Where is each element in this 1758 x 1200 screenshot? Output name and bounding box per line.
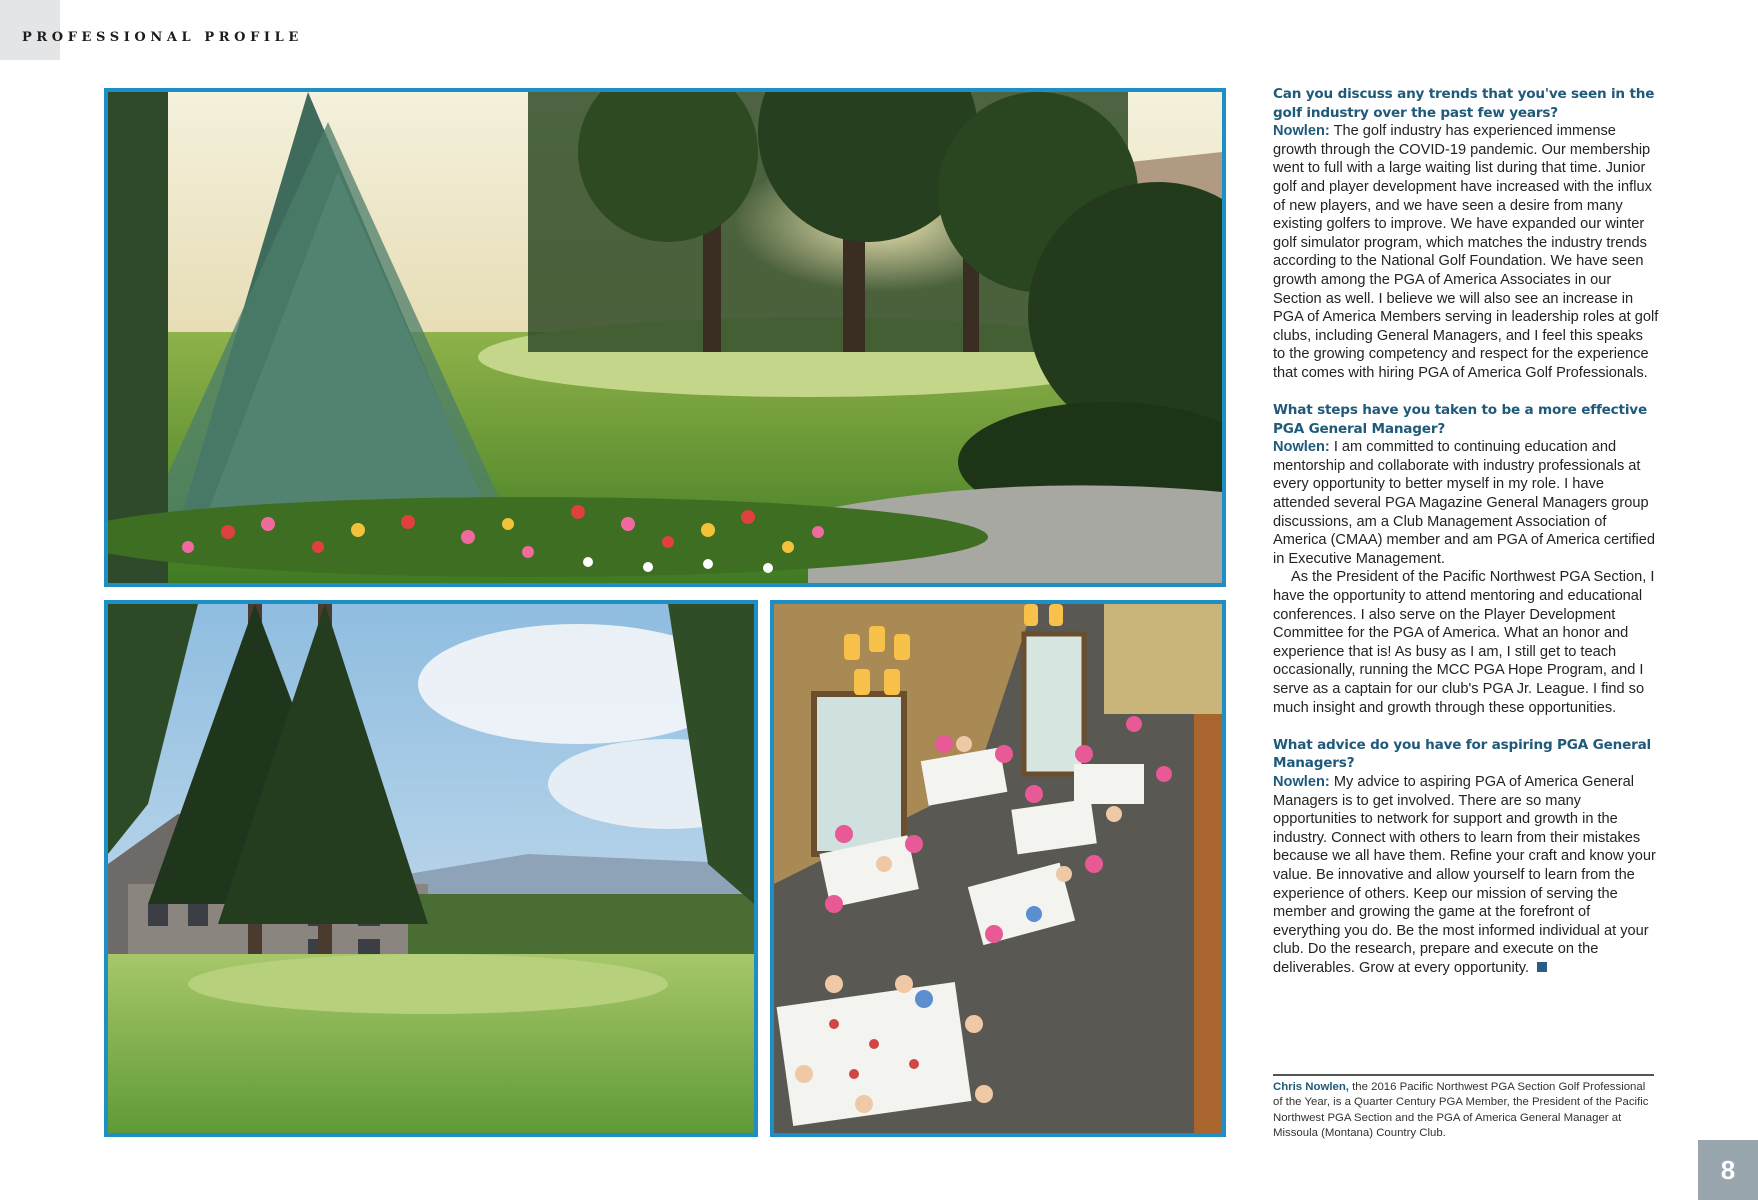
bio-name: Chris Nowlen, (1273, 1081, 1349, 1093)
section-label: PROFESSIONAL PROFILE (22, 30, 303, 45)
question-heading: What steps have you taken to be a more effective PGA General Manager? (1273, 402, 1647, 437)
question-heading: What advice do you have for aspiring PGA General Managers? (1273, 736, 1652, 772)
answer-text: The golf industry has experienced immense growth through the COVID-19 pandemic. Our membership went to full with a large waiting list during that time. Junior golf and player development have increased with the influx of new players, and we have seen a desire from many existing golfers to improve. We have expanded our winter golf simulator program, which matches the industry trends according to the National Golf Foundation. We have seen growth among the PGA of America Associates in our Section as well. I believe we will also see an increase in PGA of America Members serving in leadership roles at golf clubs, including General Managers, and I feel this speaks to the growing competency and respect for the experience that comes with hiring PGA of America Golf Professionals. (1273, 123, 1659, 381)
photo-golf-green-flowers (104, 88, 1226, 587)
article-column (1273, 85, 1659, 996)
question-heading: Can you discuss any trends that you've seen in the golf industry over the past few years? (1273, 86, 1655, 121)
speaker-label: Nowlen: (1273, 439, 1330, 456)
photo-dining-room-event (770, 600, 1226, 1137)
speaker-label: Nowlen: (1273, 773, 1330, 790)
page-number: 8 (1698, 1140, 1758, 1200)
answer-text: My advice to aspiring PGA of America General Managers is to get involved. There are so many opportunities to network for support and growth in the industry. Connect with others to learn from their mistakes because we all have them. Refine your craft and know your value. Be innovative and allow yourself to learn from the experience of others. Keep our mission of serving the member and growing the game at the forefront of everything you do. Be the most informed individual at your club. Do the research, prepare and execute on the deliverables. Grow at every opportunity. (1273, 773, 1656, 976)
photo-clubhouse-green (104, 600, 758, 1137)
answer-paragraph (1273, 122, 1659, 382)
answer-paragraph-continued: As the President of the Pacific Northwest PGA Section, I have the opportunity to attend mentoring and educational conferences. I also serve on the Player Development Committee for the PGA of America. What an honor and experience that is! As busy as I am, I still get to teach occasionally, running the MCC PGA Hope Program, and I serve as a captain for our club's PGA Jr. League. I find so much insight and growth through these opportunities. (1273, 569, 1655, 716)
answer-paragraph (1273, 438, 1659, 568)
qa-block-trends (1273, 85, 1659, 383)
answer-paragraph (1273, 773, 1659, 978)
author-bio (1273, 1074, 1654, 1142)
answer-text: I am committed to continuing education and mentorship and collaborate with industry professionals at every opportunity to better myself in my role. I have attended several PGA Magazine General Managers group discussions, am a Club Management Association of America (CMAA) member and am PGA of America certified in Executive Management. (1273, 439, 1655, 567)
qa-block-effective-gm (1273, 401, 1659, 717)
end-of-article-icon (1537, 962, 1547, 972)
bio-text: the 2016 Pacific Northwest PGA Section Golf Professional of the Year, is a Quarter Century PGA Member, the President of the Pacific Northwest PGA Section and the PGA of America General Manager at Missoula (Montana) Country Club. (1273, 1081, 1649, 1140)
qa-block-advice (1273, 736, 1659, 978)
speaker-label: Nowlen: (1273, 123, 1330, 140)
